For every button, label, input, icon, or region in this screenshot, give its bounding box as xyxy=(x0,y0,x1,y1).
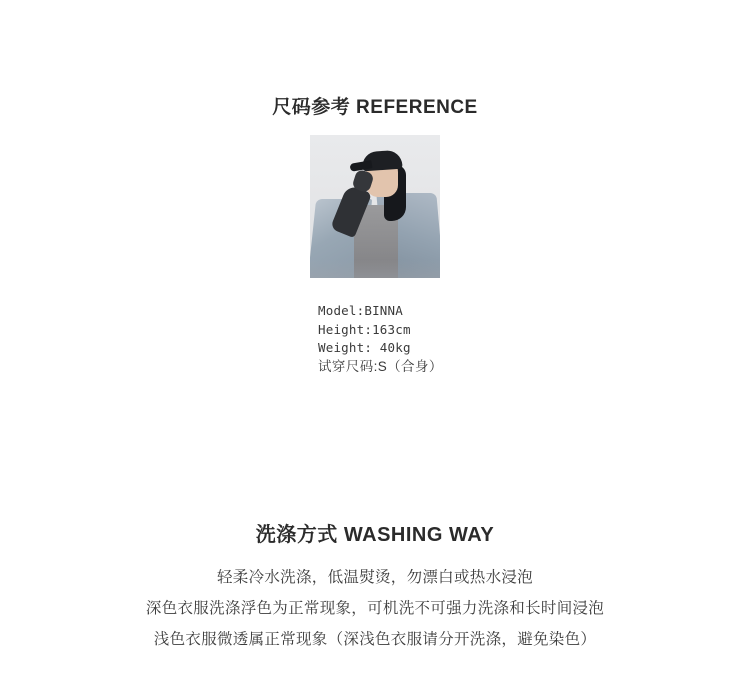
washing-line-1: 轻柔冷水洗涤，低温熨烫，勿漂白或热水浸泡 xyxy=(216,569,533,586)
washing-instructions xyxy=(0,562,750,655)
model-height-line: Height:163cm xyxy=(318,321,411,337)
washing-line-2: 深色衣服洗涤浮色为正常现象，可机洗不可强力洗涤和长时间浸泡 xyxy=(145,600,605,617)
model-photo-image xyxy=(310,135,440,278)
washing-line-3: 浅色衣服微透属正常现象（深浅色衣服请分开洗涤，避免染色） xyxy=(153,631,597,648)
model-fit-size-line: 试穿尺码:S（合身） xyxy=(318,358,443,374)
model-info-block xyxy=(318,302,443,376)
photo-shape-floor-shadow xyxy=(310,260,440,278)
model-name-line: Model:BINNA xyxy=(318,303,403,318)
model-photo xyxy=(310,135,440,278)
model-weight-line: Weight: 40kg xyxy=(318,340,411,356)
size-reference-heading: 尺码参考 REFERENCE xyxy=(272,97,478,118)
washing-way-heading: 洗涤方式 WASHING WAY xyxy=(255,524,495,546)
